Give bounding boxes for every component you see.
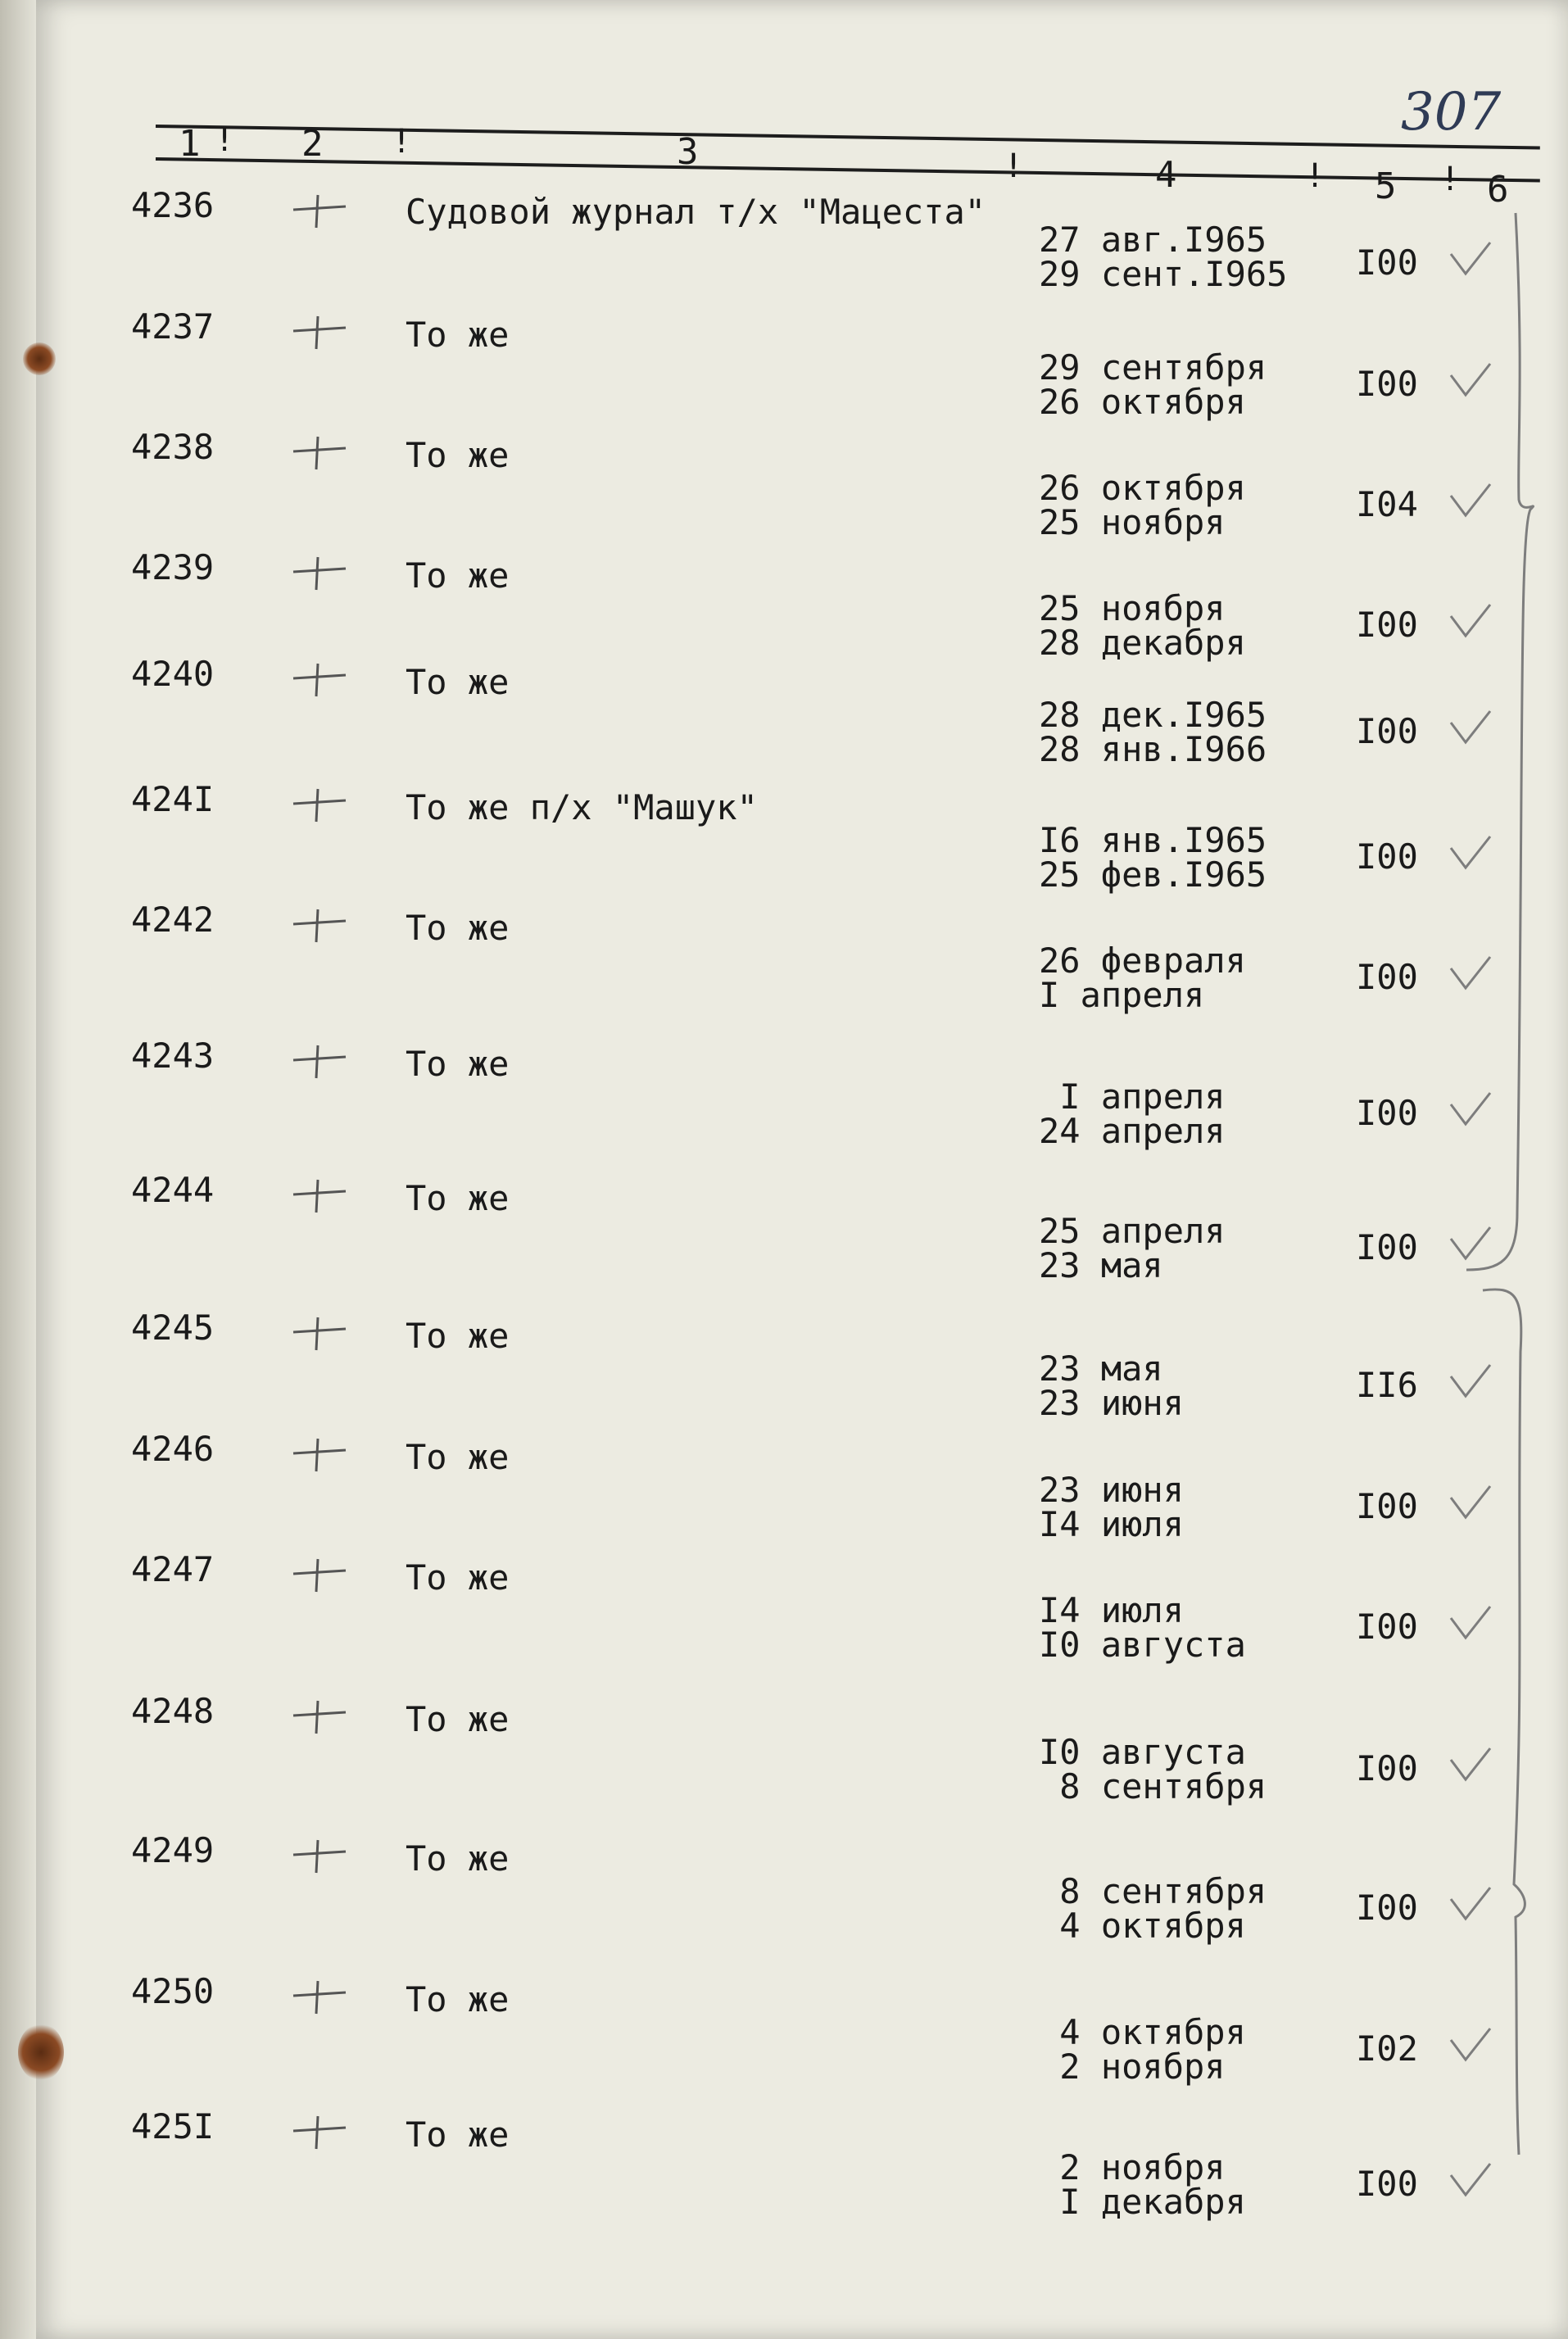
sheet-count: I00 bbox=[1356, 1888, 1418, 1928]
date-from: I6 янв.I965 bbox=[1039, 820, 1267, 860]
item-number: 4238 bbox=[131, 427, 215, 467]
checkmark-icon bbox=[1446, 2024, 1495, 2065]
folio-number: 307 bbox=[1401, 82, 1502, 143]
date-from: 25 ноября bbox=[1039, 588, 1226, 628]
date-to: 4 октября bbox=[1039, 1906, 1246, 1946]
date-from: 25 апреля bbox=[1039, 1211, 1226, 1251]
rust-stain bbox=[23, 342, 56, 375]
checkmark-icon bbox=[1446, 1360, 1495, 1401]
cross-mark-icon bbox=[287, 906, 352, 947]
item-title: То же bbox=[406, 1316, 510, 1356]
item-title: То же bbox=[406, 435, 510, 475]
date-to: I0 августа bbox=[1039, 1625, 1246, 1665]
column-number-1: 1 bbox=[179, 123, 201, 165]
cross-mark-icon bbox=[287, 1314, 352, 1355]
item-title: То же bbox=[406, 2115, 510, 2155]
column-number-2: 2 bbox=[301, 123, 324, 165]
item-number: 4245 bbox=[131, 1308, 215, 1348]
header-bottom-rule bbox=[156, 157, 1540, 183]
cross-mark-icon bbox=[287, 1837, 352, 1878]
sheet-count: I00 bbox=[1356, 605, 1418, 645]
date-to: 23 мая bbox=[1039, 1245, 1163, 1285]
date-to: 28 янв.I966 bbox=[1039, 729, 1267, 769]
date-to: 25 ноября bbox=[1039, 502, 1226, 542]
sheet-count: I00 bbox=[1356, 711, 1418, 751]
date-from: 27 авг.I965 bbox=[1039, 220, 1267, 260]
date-from: 26 октября bbox=[1039, 468, 1246, 508]
date-from: 4 октября bbox=[1039, 2012, 1246, 2052]
item-title: То же bbox=[406, 1044, 510, 1084]
column-number-6: 6 bbox=[1487, 169, 1509, 211]
checkmark-icon bbox=[1446, 1743, 1495, 1784]
date-from: 28 дек.I965 bbox=[1039, 695, 1267, 735]
sheet-count: I00 bbox=[1356, 1748, 1418, 1788]
item-number: 4239 bbox=[131, 547, 215, 587]
sheet-count: II6 bbox=[1356, 1365, 1418, 1405]
header-separator: ! bbox=[1440, 161, 1461, 198]
date-to: 29 сент.I965 bbox=[1039, 254, 1288, 294]
sheet-count: I00 bbox=[1356, 1227, 1418, 1267]
date-to: 28 декабря bbox=[1039, 623, 1246, 663]
date-from: 23 мая bbox=[1039, 1349, 1163, 1389]
checkmark-icon bbox=[1446, 832, 1495, 873]
date-to: I4 июля bbox=[1039, 1504, 1185, 1544]
item-title: То же bbox=[406, 1437, 510, 1477]
checkmark-icon bbox=[1446, 1088, 1495, 1129]
item-number: 4242 bbox=[131, 900, 215, 940]
item-number: 4247 bbox=[131, 1549, 215, 1589]
cross-mark-icon bbox=[287, 660, 352, 701]
sheet-count: I00 bbox=[1356, 1093, 1418, 1133]
sheet-count: I00 bbox=[1356, 957, 1418, 997]
item-title: То же bbox=[406, 1699, 510, 1739]
item-number: 4237 bbox=[131, 306, 215, 347]
header-separator: ! bbox=[1305, 157, 1326, 195]
sheet-count: I00 bbox=[1356, 364, 1418, 404]
date-from: 26 февраля bbox=[1039, 941, 1246, 981]
sheet-count: I00 bbox=[1356, 2164, 1418, 2204]
date-to: 24 апреля bbox=[1039, 1111, 1226, 1151]
checkmark-icon bbox=[1446, 1602, 1495, 1643]
checkmark-icon bbox=[1446, 952, 1495, 993]
header-separator: ! bbox=[392, 123, 412, 161]
item-number: 4250 bbox=[131, 1971, 215, 2011]
item-number: 424I bbox=[131, 779, 215, 819]
item-number: 4243 bbox=[131, 1036, 215, 1076]
cross-mark-icon bbox=[287, 2113, 352, 2154]
column-number-4: 4 bbox=[1155, 154, 1177, 196]
cross-mark-icon bbox=[287, 1435, 352, 1476]
cross-mark-icon bbox=[287, 192, 352, 233]
archive-page bbox=[33, 0, 1568, 2339]
sheet-count: I02 bbox=[1356, 2028, 1418, 2069]
sheet-count: I00 bbox=[1356, 243, 1418, 283]
cross-mark-icon bbox=[287, 313, 352, 354]
item-number: 4248 bbox=[131, 1691, 215, 1731]
cross-mark-icon bbox=[287, 433, 352, 474]
item-number: 4240 bbox=[131, 654, 215, 694]
table-header bbox=[0, 0, 1568, 213]
item-title: То же bbox=[406, 1178, 510, 1218]
checkmark-icon bbox=[1446, 1883, 1495, 1924]
column-number-5: 5 bbox=[1375, 165, 1397, 207]
cross-mark-icon bbox=[287, 554, 352, 595]
date-from: 29 сентября bbox=[1039, 347, 1267, 388]
date-from: I4 июля bbox=[1039, 1590, 1185, 1630]
cross-mark-icon bbox=[287, 786, 352, 827]
item-title: То же bbox=[406, 1979, 510, 2019]
item-title: То же bbox=[406, 1557, 510, 1598]
sheet-count: I04 bbox=[1356, 484, 1418, 524]
date-to: 8 сентября bbox=[1039, 1766, 1267, 1806]
rust-stain bbox=[18, 2024, 64, 2081]
item-title: Судовой журнал т/х "Мацеста" bbox=[406, 192, 986, 232]
checkmark-icon bbox=[1446, 600, 1495, 641]
item-title: То же bbox=[406, 555, 510, 596]
item-title: То же п/х "Машук" bbox=[406, 787, 758, 827]
checkmark-icon bbox=[1446, 238, 1495, 279]
cross-mark-icon bbox=[287, 1698, 352, 1738]
cross-mark-icon bbox=[287, 1176, 352, 1217]
date-from: I апреля bbox=[1039, 1077, 1226, 1117]
date-from: 23 июня bbox=[1039, 1470, 1185, 1510]
cross-mark-icon bbox=[287, 1978, 352, 2019]
date-to: I апреля bbox=[1039, 975, 1205, 1015]
date-to: 23 июня bbox=[1039, 1383, 1185, 1423]
sheet-count: I00 bbox=[1356, 1486, 1418, 1526]
cross-mark-icon bbox=[287, 1042, 352, 1083]
checkmark-icon bbox=[1446, 2159, 1495, 2200]
item-number: 4249 bbox=[131, 1830, 215, 1870]
date-from: 2 ноября bbox=[1039, 2147, 1226, 2187]
item-title: То же bbox=[406, 662, 510, 702]
header-separator: ! bbox=[215, 121, 235, 159]
header-top-rule bbox=[156, 125, 1540, 150]
column-number-3: 3 bbox=[677, 131, 699, 173]
checkmark-icon bbox=[1446, 479, 1495, 520]
sheet-count: I00 bbox=[1356, 1607, 1418, 1647]
checkmark-icon bbox=[1446, 706, 1495, 747]
date-from: I0 августа bbox=[1039, 1732, 1246, 1772]
item-number: 4244 bbox=[131, 1170, 215, 1210]
item-title: То же bbox=[406, 1838, 510, 1879]
checkmark-icon bbox=[1446, 1481, 1495, 1522]
header-separator: ! bbox=[1004, 147, 1024, 185]
date-to: 26 октября bbox=[1039, 382, 1246, 422]
date-to: 25 фев.I965 bbox=[1039, 854, 1267, 895]
item-title: То же bbox=[406, 315, 510, 355]
item-number: 4246 bbox=[131, 1429, 215, 1469]
date-to: 2 ноября bbox=[1039, 2047, 1226, 2087]
cross-mark-icon bbox=[287, 1556, 352, 1597]
item-title: То же bbox=[406, 908, 510, 948]
date-from: 8 сентября bbox=[1039, 1871, 1267, 1911]
checkmark-icon bbox=[1446, 1222, 1495, 1263]
date-to: I декабря bbox=[1039, 2182, 1246, 2222]
checkmark-icon bbox=[1446, 359, 1495, 400]
item-number: 425I bbox=[131, 2106, 215, 2146]
item-number: 4236 bbox=[131, 185, 215, 225]
sheet-count: I00 bbox=[1356, 836, 1418, 877]
